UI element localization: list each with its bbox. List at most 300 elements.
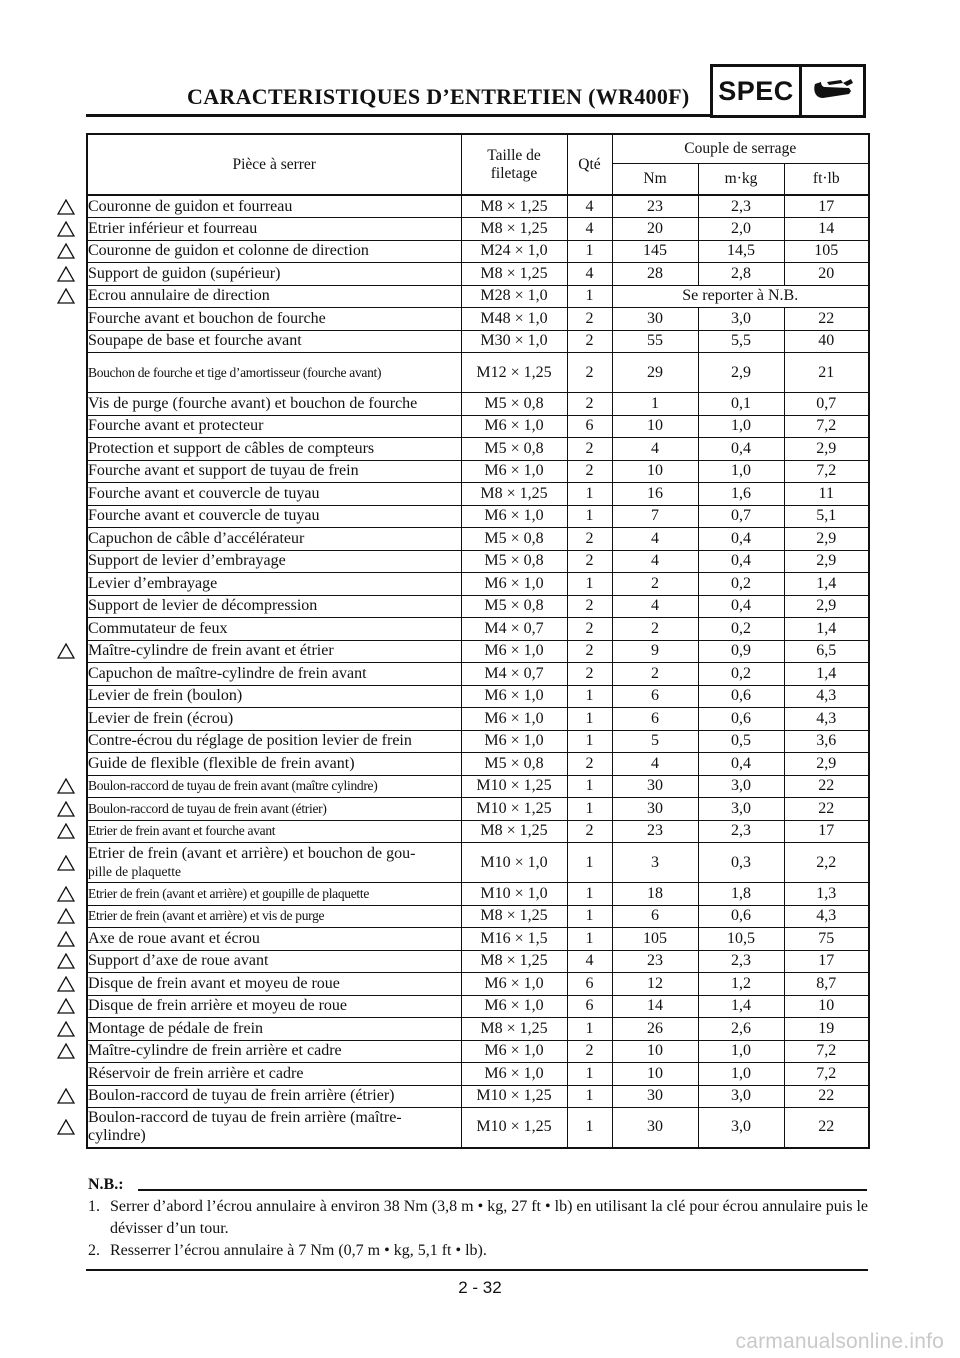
cell-nm: 14	[612, 995, 698, 1018]
cell-size: M10 × 1,0	[461, 883, 567, 906]
cell-size: M4 × 0,7	[461, 663, 567, 686]
watermark: carmanualsonline.info	[735, 1330, 944, 1353]
cell-ftlb: 1,3	[784, 883, 869, 906]
cell-mkg: 0,2	[698, 618, 784, 641]
cell-qty: 1	[567, 883, 612, 906]
cell-ftlb: 22	[784, 775, 869, 798]
cell-nm: 2	[612, 573, 698, 596]
piece-label: Boulon-raccord de tuyau de frein arrière (maître-	[88, 1109, 402, 1127]
table-row	[87, 285, 869, 308]
cell-mkg: 0,5	[698, 730, 784, 753]
triangle-mark-icon	[57, 931, 75, 947]
table-row	[87, 483, 869, 506]
cell-size: M5 × 0,8	[461, 550, 567, 573]
cell-piece	[87, 393, 461, 416]
cell-mkg: 0,6	[698, 905, 784, 928]
piece-label: Etrier de frein (avant et arrière) et goupille de plaquette	[88, 885, 370, 901]
table-row	[87, 663, 869, 686]
cell-ftlb: 1,4	[784, 618, 869, 641]
cell-size: M6 × 1,0	[461, 685, 567, 708]
cell-size: M6 × 1,0	[461, 415, 567, 438]
cell-size: M6 × 1,0	[461, 708, 567, 731]
footer-rule	[86, 1269, 868, 1271]
torque-table	[86, 133, 870, 1149]
cell-mkg: 0,6	[698, 708, 784, 731]
page-number: 2 - 32	[458, 1278, 502, 1297]
cell-ftlb: 2,9	[784, 438, 869, 461]
cell-nm: 6	[612, 905, 698, 928]
piece-label: Support de levier d’embrayage	[88, 552, 286, 570]
table-row	[87, 528, 869, 551]
cell-qty: 1	[567, 1108, 612, 1148]
table-row	[87, 595, 869, 618]
piece-label: Support d’axe de roue avant	[88, 952, 269, 970]
cell-piece	[87, 995, 461, 1018]
cell-qty: 2	[567, 528, 612, 551]
cell-mkg: 3,0	[698, 798, 784, 821]
cell-qty: 2	[567, 460, 612, 483]
cell-ftlb: 7,2	[784, 415, 869, 438]
cell-nm: 20	[612, 218, 698, 241]
table-row	[87, 195, 869, 218]
nb-item-number: 1.	[88, 1198, 100, 1215]
table-row	[87, 573, 869, 596]
triangle-mark-icon	[57, 221, 75, 237]
piece-label: Vis de purge (fourche avant) et bouchon de fourche	[88, 394, 418, 412]
table-row	[87, 730, 869, 753]
cell-mkg: 1,0	[698, 1040, 784, 1063]
nb-item	[88, 1240, 868, 1262]
cell-ftlb: 21	[784, 353, 869, 393]
cell-nm: 30	[612, 308, 698, 331]
piece-label: Maître-cylindre de frein avant et étrier	[88, 642, 334, 660]
cell-size: M5 × 0,8	[461, 438, 567, 461]
cell-piece	[87, 708, 461, 731]
cell-piece	[87, 285, 461, 308]
cell-size: M8 × 1,25	[461, 218, 567, 241]
nb-list	[88, 1196, 868, 1262]
cell-qty: 2	[567, 550, 612, 573]
nb-label: N.B.:	[88, 1176, 124, 1193]
cell-nm: 2	[612, 663, 698, 686]
cell-ftlb: 20	[784, 263, 869, 286]
triangle-mark-icon	[57, 998, 75, 1014]
table-row	[87, 820, 869, 843]
cell-qty: 2	[567, 618, 612, 641]
cell-mkg: 2,3	[698, 195, 784, 218]
cell-piece	[87, 1018, 461, 1041]
page-title: CARACTERISTIQUES D’ENTRETIEN (WR400F)	[187, 84, 690, 109]
triangle-mark-icon	[57, 823, 75, 839]
cell-nm: 55	[612, 330, 698, 353]
cell-size: M6 × 1,0	[461, 995, 567, 1018]
cell-piece	[87, 663, 461, 686]
cell-mkg: 1,0	[698, 1063, 784, 1086]
cell-size: M10 × 1,25	[461, 1108, 567, 1148]
cell-piece	[87, 775, 461, 798]
cell-nm: 30	[612, 775, 698, 798]
piece-label: Support de levier de décompression	[88, 597, 318, 615]
piece-label: Maître-cylindre de frein arrière et cadre	[88, 1042, 342, 1060]
cell-ftlb: 2,9	[784, 595, 869, 618]
cell-nm: 4	[612, 595, 698, 618]
piece-label: Axe de roue avant et écrou	[88, 929, 260, 947]
cell-size: M10 × 1,0	[461, 843, 567, 883]
cell-ftlb: 4,3	[784, 708, 869, 731]
cell-mkg: 2,0	[698, 218, 784, 241]
piece-label: Capuchon de câble d’accélérateur	[88, 529, 305, 547]
cell-mkg: 0,4	[698, 528, 784, 551]
triangle-mark-icon	[57, 288, 75, 304]
cell-piece	[87, 905, 461, 928]
table-row	[87, 353, 869, 393]
cell-size: M8 × 1,25	[461, 950, 567, 973]
cell-size: M4 × 0,7	[461, 618, 567, 641]
cell-qty: 1	[567, 775, 612, 798]
cell-piece	[87, 640, 461, 663]
cell-piece	[87, 685, 461, 708]
cell-piece	[87, 308, 461, 331]
cell-qty: 2	[567, 640, 612, 663]
piece-label: Couronne de guidon et fourreau	[88, 197, 293, 215]
cell-nm: 4	[612, 528, 698, 551]
cell-mkg: 0,9	[698, 640, 784, 663]
cell-size: M10 × 1,25	[461, 1085, 567, 1108]
cell-ftlb: 105	[784, 240, 869, 263]
cell-mkg: 3,0	[698, 308, 784, 331]
piece-label: Disque de frein avant et moyeu de roue	[88, 974, 340, 992]
cell-qty: 1	[567, 905, 612, 928]
cell-piece	[87, 595, 461, 618]
table-row	[87, 308, 869, 331]
cell-nm: 16	[612, 483, 698, 506]
col-header-taille: Taille de filetage	[461, 134, 567, 195]
cell-ftlb: 22	[784, 798, 869, 821]
cell-size: M8 × 1,25	[461, 195, 567, 218]
cell-piece	[87, 973, 461, 996]
cell-size: M8 × 1,25	[461, 905, 567, 928]
cell-ftlb: 22	[784, 1108, 869, 1148]
table-row	[87, 1085, 869, 1108]
piece-label: Levier de frein (écrou)	[88, 709, 234, 727]
cell-qty: 1	[567, 483, 612, 506]
cell-piece	[87, 798, 461, 821]
cell-qty: 1	[567, 730, 612, 753]
triangle-mark-icon	[57, 976, 75, 992]
cell-piece	[87, 843, 461, 883]
cell-qty: 2	[567, 820, 612, 843]
cell-piece	[87, 438, 461, 461]
cell-mkg: 3,0	[698, 775, 784, 798]
cell-mkg: 0,2	[698, 573, 784, 596]
table-row	[87, 708, 869, 731]
cell-qty: 1	[567, 285, 612, 308]
cell-ftlb: 3,6	[784, 730, 869, 753]
cell-nm: 2	[612, 618, 698, 641]
cell-qty: 1	[567, 573, 612, 596]
cell-mkg: 0,2	[698, 663, 784, 686]
cell-size: M30 × 1,0	[461, 330, 567, 353]
table-row	[87, 505, 869, 528]
triangle-mark-icon	[57, 886, 75, 902]
cell-ftlb: 1,4	[784, 573, 869, 596]
cell-nm: 6	[612, 708, 698, 731]
cell-mkg: 5,5	[698, 330, 784, 353]
cell-qty: 2	[567, 353, 612, 393]
cell-ftlb: 22	[784, 1085, 869, 1108]
cell-qty: 1	[567, 1063, 612, 1086]
cell-ftlb: 11	[784, 483, 869, 506]
cell-size: M12 × 1,25	[461, 353, 567, 393]
table-row	[87, 843, 869, 883]
cell-mkg: 2,6	[698, 1018, 784, 1041]
cell-size: M6 × 1,0	[461, 1063, 567, 1086]
piece-label: Bouchon de fourche et tige d’amortisseur (fourche avant)	[88, 364, 382, 380]
cell-nm: 30	[612, 1085, 698, 1108]
cell-nm: 18	[612, 883, 698, 906]
cell-piece	[87, 730, 461, 753]
triangle-mark-icon	[57, 643, 75, 659]
piece-label: Levier d’embrayage	[88, 574, 218, 592]
cell-piece	[87, 928, 461, 951]
cell-qty: 1	[567, 798, 612, 821]
triangle-mark-icon	[57, 1021, 75, 1037]
cell-ftlb: 75	[784, 928, 869, 951]
cell-nm: 10	[612, 415, 698, 438]
cell-piece	[87, 820, 461, 843]
triangle-mark-icon	[57, 243, 75, 259]
cell-ftlb: 4,3	[784, 905, 869, 928]
col-header-qte: Qté	[567, 134, 612, 195]
cell-ftlb: 10	[784, 995, 869, 1018]
cell-piece	[87, 240, 461, 263]
nb-item	[88, 1196, 868, 1240]
table-row	[87, 640, 869, 663]
cell-nm: 10	[612, 1063, 698, 1086]
cell-ftlb: 19	[784, 1018, 869, 1041]
table-row	[87, 905, 869, 928]
cell-qty: 2	[567, 308, 612, 331]
piece-label: Guide de flexible (flexible de frein avant)	[88, 754, 355, 772]
piece-label: Fourche avant et protecteur	[88, 417, 264, 435]
spec-badge	[710, 64, 866, 118]
cell-mkg: 1,2	[698, 973, 784, 996]
cell-qty: 1	[567, 685, 612, 708]
cell-ftlb: 22	[784, 308, 869, 331]
table-row	[87, 775, 869, 798]
cell-size: M28 × 1,0	[461, 285, 567, 308]
cell-nm: 4	[612, 753, 698, 776]
cell-nm: 1	[612, 393, 698, 416]
triangle-mark-icon	[57, 801, 75, 817]
cell-piece	[87, 505, 461, 528]
cell-nm: 23	[612, 950, 698, 973]
cell-piece	[87, 460, 461, 483]
cell-size: M6 × 1,0	[461, 730, 567, 753]
cell-mkg: 2,3	[698, 820, 784, 843]
piece-label: Montage de pédale de frein	[88, 1019, 264, 1037]
table-row	[87, 798, 869, 821]
table-row	[87, 685, 869, 708]
cell-mkg: 3,0	[698, 1108, 784, 1148]
triangle-mark-icon	[57, 778, 75, 794]
cell-size: M16 × 1,5	[461, 928, 567, 951]
cell-qty: 4	[567, 950, 612, 973]
cell-piece	[87, 353, 461, 393]
cell-nm: 30	[612, 798, 698, 821]
col-header-ftlb: ft·lb	[784, 164, 869, 196]
cell-qty: 2	[567, 1040, 612, 1063]
cell-ftlb: 17	[784, 950, 869, 973]
cell-qty: 4	[567, 263, 612, 286]
cell-nm: 7	[612, 505, 698, 528]
cell-size: M5 × 0,8	[461, 753, 567, 776]
cell-mkg: 1,6	[698, 483, 784, 506]
piece-label: Boulon-raccord de tuyau de frein arrière (étrier)	[88, 1087, 395, 1105]
cell-qty: 2	[567, 595, 612, 618]
cell-piece	[87, 1085, 461, 1108]
cell-size: M6 × 1,0	[461, 640, 567, 663]
cell-ftlb: 17	[784, 195, 869, 218]
cell-ftlb: 7,2	[784, 460, 869, 483]
cell-mkg: 10,5	[698, 928, 784, 951]
cell-piece	[87, 263, 461, 286]
cell-nm: 145	[612, 240, 698, 263]
cell-mkg: 1,0	[698, 415, 784, 438]
cell-nm: 9	[612, 640, 698, 663]
cell-ftlb: 2,2	[784, 843, 869, 883]
cell-nm: 10	[612, 1040, 698, 1063]
cell-mkg: 1,0	[698, 460, 784, 483]
piece-label: Capuchon de maître-cylindre de frein avant	[88, 664, 367, 682]
triangle-mark-icon	[57, 1088, 75, 1104]
cell-piece	[87, 950, 461, 973]
piece-label: Protection et support de câbles de compteurs	[88, 439, 375, 457]
cell-nm: 6	[612, 685, 698, 708]
cell-piece	[87, 550, 461, 573]
cell-qty: 1	[567, 505, 612, 528]
cell-qty: 1	[567, 928, 612, 951]
spec-badge-label: SPEC	[713, 67, 802, 115]
cell-size: M6 × 1,0	[461, 573, 567, 596]
cell-piece	[87, 415, 461, 438]
piece-label: Etrier de frein (avant et arrière) et bouchon de gou-	[88, 844, 416, 862]
cell-nm: 26	[612, 1018, 698, 1041]
cell-size: M5 × 0,8	[461, 393, 567, 416]
cell-qty: 1	[567, 240, 612, 263]
cell-ftlb: 0,7	[784, 393, 869, 416]
cell-qty: 1	[567, 1018, 612, 1041]
table-row	[87, 240, 869, 263]
cell-size: M8 × 1,25	[461, 820, 567, 843]
piece-label: Etrier inférieur et fourreau	[88, 219, 258, 237]
cell-nm: 3	[612, 843, 698, 883]
cell-size: M6 × 1,0	[461, 1040, 567, 1063]
cell-qty: 2	[567, 753, 612, 776]
cell-piece	[87, 573, 461, 596]
cell-size: M8 × 1,25	[461, 1018, 567, 1041]
piece-label-line2: cylindre)	[88, 1127, 146, 1145]
piece-label: Réservoir de frein arrière et cadre	[88, 1064, 304, 1082]
nb-item-number: 2.	[88, 1242, 100, 1259]
table-row	[87, 753, 869, 776]
cell-mkg: 3,0	[698, 1085, 784, 1108]
cell-qty: 2	[567, 438, 612, 461]
cell-mkg: 2,8	[698, 263, 784, 286]
cell-mkg: 0,4	[698, 595, 784, 618]
table-row	[87, 1063, 869, 1086]
table-row	[87, 1108, 869, 1148]
piece-label: Ecrou annulaire de direction	[88, 287, 270, 305]
cell-size: M10 × 1,25	[461, 775, 567, 798]
cell-piece	[87, 753, 461, 776]
cell-ftlb: 7,2	[784, 1063, 869, 1086]
cell-nm: 10	[612, 460, 698, 483]
triangle-mark-icon	[57, 908, 75, 924]
piece-label: Levier de frein (boulon)	[88, 687, 243, 705]
cell-ftlb: 17	[784, 820, 869, 843]
cell-size: M5 × 0,8	[461, 595, 567, 618]
cell-nm: 28	[612, 263, 698, 286]
cell-piece	[87, 618, 461, 641]
triangle-mark-icon	[57, 1119, 75, 1135]
nb-item-text: Serrer d’abord l’écrou annulaire à environ 38 Nm (3,8 m • kg, 27 ft • lb) en utilisant la clé pour écrou annulaire puis le dévisser d’un tour.	[110, 1198, 868, 1237]
cell-qty: 4	[567, 218, 612, 241]
table-row	[87, 550, 869, 573]
cell-nm: 23	[612, 195, 698, 218]
cell-ftlb: 2,9	[784, 753, 869, 776]
col-header-couple: Couple de serrage	[612, 134, 869, 164]
cell-size: M48 × 1,0	[461, 308, 567, 331]
piece-label: Fourche avant et support de tuyau de frein	[88, 462, 359, 480]
cell-piece	[87, 883, 461, 906]
piece-label: Commutateur de feux	[88, 619, 228, 637]
cell-mkg: 0,3	[698, 843, 784, 883]
col-header-piece: Pièce à serrer	[232, 155, 316, 173]
nb-rule	[138, 1189, 867, 1191]
cell-piece	[87, 1063, 461, 1086]
cell-mkg: 0,6	[698, 685, 784, 708]
cell-piece	[87, 528, 461, 551]
table-row	[87, 1018, 869, 1041]
cell-mkg: 14,5	[698, 240, 784, 263]
table-row	[87, 973, 869, 996]
cell-qty: 2	[567, 330, 612, 353]
piece-label: Couronne de guidon et colonne de direction	[88, 242, 369, 260]
piece-label: Soupape de base et fourche avant	[88, 332, 302, 350]
cell-size: M6 × 1,0	[461, 460, 567, 483]
cell-nm: 12	[612, 973, 698, 996]
wrench-icon	[802, 67, 863, 115]
piece-label: Boulon-raccord de tuyau de frein avant (étrier)	[88, 800, 327, 816]
cell-size: M8 × 1,25	[461, 263, 567, 286]
cell-nm: 105	[612, 928, 698, 951]
cell-ftlb: 1,4	[784, 663, 869, 686]
piece-label: Support de guidon (supérieur)	[88, 264, 281, 282]
table-row	[87, 330, 869, 353]
table-row	[87, 263, 869, 286]
table-row	[87, 393, 869, 416]
cell-piece	[87, 483, 461, 506]
cell-mkg: 1,4	[698, 995, 784, 1018]
piece-label: Etrier de frein avant et fourche avant	[88, 823, 276, 839]
cell-piece	[87, 1040, 461, 1063]
table-row	[87, 995, 869, 1018]
cell-nm: 5	[612, 730, 698, 753]
cell-qty: 1	[567, 843, 612, 883]
cell-size: M24 × 1,0	[461, 240, 567, 263]
cell-mkg: 0,1	[698, 393, 784, 416]
